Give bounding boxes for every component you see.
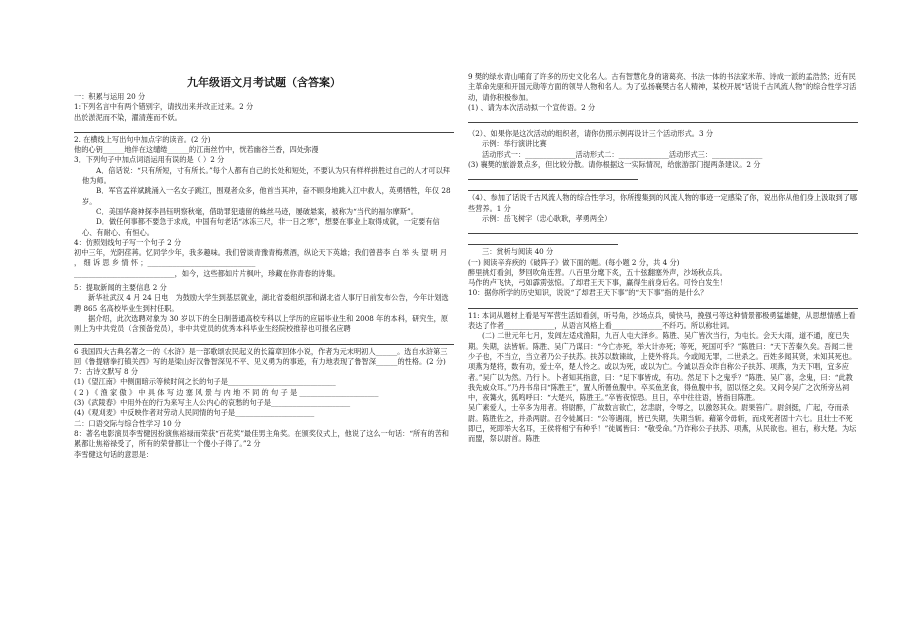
news-paragraph-2: 据介绍，此次选聘对象为 30 岁以下的全日制普通高校专科以上学历的应届毕业生和 2008 年的本科，研究生，原则上为中共党员（含预备党员），非中共党员的优秀本科毕业生经院校推荐也可报名应聘 — [74, 313, 449, 334]
question-10: 10：据你所学的历史知识，说说“了却君王天下事”的“天下事”指的是什么？ — [468, 288, 708, 298]
question-9-1: (1) 、请为本次活动拟一个宣传语。2 分 — [468, 102, 596, 112]
option-b: B．军官孟祥斌跳涌入一名女子跳江，围观者众多，他首当其冲，奋不顾身地跳入江中救人，英勇牺牲，年仅 28 岁。 — [82, 186, 451, 206]
section-heading: 一：积累与运用 20 分 — [74, 92, 146, 101]
question-9-intro: 9 樊的绿水青山哺育了许多的历史文化名人。古有智慧化身的诸葛亮、书法一体的书法家米芾、诗成一派的孟浩然；近有民主革命先驱和开国元勋等方面的领导人物和名人。为了弘扬襄樊古名人精神，某校开展“话说千古风流人物”的综合性学习活动，请你积极参加。 — [468, 72, 857, 102]
question-7-3: (3)《武陵春》中用外在的行为来写主人公内心的哀愁的句子是______________________ — [74, 398, 351, 408]
question-4-text: 初中三年，光阴荏苒。忆同学少年，我多趣味。我们曾谈青豫青梅煮酒，纵论天下英雄；我们曾普李 白 举 头 望 明 月 ， 细 诉 思 乡 情 怀 ；______________________________ — [74, 248, 448, 268]
question-6: 6 我国四大古典名著之一的《水浒》是一部歌颂农民起义的长篇章回体小说，作者为元末明初人______。选自水浒第三回《鲁提辖拳打镇关西》写的是梁山好汉鲁智深见不平、见义勇为的事迹，有力地表现了鲁智深______的性格。(2 分) — [74, 346, 448, 366]
poem-line-2: 马作的卢飞快，弓如霹雳弦惊。了却君王天下事，赢得生前身后名。可怜白发生！ — [468, 278, 727, 288]
option-a: A．倍话说：“只有所短，寸有所长。”每个人都有自己的长处和短处，不要认为只有样样拼胜过自己的人才可以拜他为师。 — [82, 165, 450, 186]
classical-passage-2: 吴广素爱人，士卒多为用者。将尉醉，广故数言欲亡，忿恚尉，令辱之，以激怒其众。尉果笞广。尉剑挺，广起，夺而杀尉。陈胜佐之，并杀两尉。召令徒属曰：“公等遇雨，皆已失期，失期当斩。藉第令毋斩，而戍死者固十六七。且壮士不死即已，死即举大名耳，王侯将相宁有种乎！”徒属皆曰：“敬受命。”乃诈称公子扶苏、项燕，从民欲也。袒右，称大楚。为坛而盟，祭以尉首。陈胜 — [468, 403, 857, 444]
question-9-2: （2）、如果你是这次活动的组织者，请你仿照示例再设计三个活动形式。3 分 — [468, 129, 714, 139]
question-2: 2. 在横线上写出句中加点字的读音。(2 分) — [74, 134, 211, 144]
question-8-prompt: 李雪健这句话的意思是： — [74, 449, 154, 459]
poem-line-1: 醉里挑灯看剑，梦回吹角连营。八百里分麾下炙，五十弦翻塞外声，沙场秋点兵。 — [468, 267, 727, 277]
question-3: 3．下列句子中加点词语运用有误的是（ ）2 分 — [74, 155, 225, 165]
answer-line — [468, 182, 858, 191]
answer-line — [74, 124, 454, 133]
section-2-heading: 二：口语交际与综合性学习 10 分 — [74, 418, 182, 428]
question-1-text: 出於淤泥而不染，濯清莲而不妖。 — [74, 112, 182, 122]
question-4: 4：仿照划线句子写一个句子 2 分 — [74, 237, 182, 247]
question-9-4: （4）、参加了话说千古风流人物的综合性学习，你所搜集到的风流人物的事迹一定感染了你，说出你从他们身上汲取到了哪些营养。1 分 — [468, 193, 858, 213]
answer-line — [468, 300, 858, 309]
question-9-3: (3) 襄樊的旅游景点多，但比较分散。请你根据这一实际情况，给旅游部门提两条建议。2 分 — [468, 160, 761, 170]
answer-line — [468, 171, 638, 180]
question-5: 5：提取新闻的主要信息 2 分 — [74, 283, 167, 293]
question-9-4-example: 示例：岳飞树字（忠心耿耿，孝勇两全） — [482, 213, 612, 223]
option-d: D．做任何事都不要急于求成，中国有句老话“冰冻三尺，非一日之寒”，想要在事业上取得成就，一定要有信心、有耐心、有恒心。 — [82, 217, 440, 237]
left-column — [74, 72, 454, 460]
option-c: C．美国华裔神探李昌钰明察秋毫，借助罪犯遗留的蛛丝马迹，屡破悬案，被称为“当代的福尔摩斯”。 — [96, 206, 418, 216]
answer-line — [468, 236, 618, 245]
question-7: 7：古诗文默写 8 分 — [74, 367, 139, 377]
right-column — [468, 72, 858, 445]
question-7-2: ( 2 ) 《 渔 家 傲 》 中 具 体 写 边 塞 风 景 与 内 地 不 同 的 句 子 是 ______________________ — [74, 387, 379, 397]
question-7-4: (4)《观刈麦》中反映作者对劳动人民同情的句子是______________________ — [74, 408, 315, 418]
question-2-text: 他的心钥______地伴在这缱绻______的江南丝竹中，恍若幽谷兰香，四处弥漫 — [74, 145, 319, 155]
question-11: 11: 本词从题材上看是写军营生活如看剑，听号角，沙场点兵，骑快马，挽强弓等这种情景都极勇猛雄健，从思想情感上看表达了作者______________，从语言风格上看______________不纤巧。所以称壮词。 — [468, 310, 856, 331]
question-8: 8：著名电影演员李雪健因扮演焦裕禄而荣获“百花奖”最佳男主角奖。在颁奖仪式上，他说了这么一句话：“所有的苦和累都让焦裕禄受了，所有的荣誉都让一个傻小子得了。”2 分 — [74, 428, 449, 449]
question-4-text-end: ____________________________，如今，这些都如片片枫叶，珍藏在你青春的诗集。 — [74, 268, 340, 278]
question-9-2-blanks: 活动形式一：______________活动形式二：______________活动形式三：______________ — [482, 149, 763, 159]
section-3-heading: 三：赏析与阅读 40 分 — [482, 247, 554, 257]
answer-line — [468, 225, 858, 234]
question-1: 1:下列名言中有两个错别字，请找出来并改正过来。2 分 — [74, 102, 254, 112]
answer-line — [74, 336, 454, 345]
question-9-2-example: 示例：举行演讲比赛 — [482, 139, 547, 149]
page-title: 九年级语文月考试题（含答案） — [187, 76, 341, 89]
news-paragraph-1: 新华社武汉 4 月 24 日电 为鼓励大学生到基层就业，湖北省委组织部和湖北省人事厅日前发布公告，今年计划选聘 865 名高校毕业生到村任职。 — [74, 293, 449, 313]
reading-1-instruction: (一) 阅读辛弃疾的《破阵子》做下面的题。(每小题 2 分，共 4 分) — [468, 257, 680, 267]
question-7-1: (1)《望江南》中侧面暗示等候时间之长的句子是______________________________ — [74, 377, 336, 387]
answer-line — [468, 114, 858, 123]
classical-passage-1: (二) 二世元年七月，发闾左适戍渔阳，九百人屯大泽乡。陈胜、吴广皆次当行，为屯长。会天大雨，道不通，度已失期。失期，法皆斩。陈胜、吴广乃谋曰：“今亡亦死，举大计亦死；等死，死国可乎？”陈胜曰：“天下苦秦久矣。吾闻二世少子也，不当立，当立者乃公子扶苏。扶苏以数谏故，上使外将兵。今或闻无罪，二世杀之。百姓多闻其贤，未知其死也。项燕为楚将，数有功，爱士卒，楚人怜之。或以为死，或以为亡。今诚以吾众诈自称公子扶苏、项燕，为天下唱，宜多应者。”吴广以为然。乃行卜。卜者知其指意，曰：“足下事皆成，有功。然足下卜之鬼乎？”陈胜、吴广喜，念鬼，曰：“此教我先威众耳。”乃丹书帛曰“陈胜王”，置人所罾鱼腹中。卒买鱼烹食，得鱼腹中书，固以怪之矣。又间令吴广之次所旁丛祠中，夜篝火，狐鸣呼曰：“大楚兴，陈胜王。”卒皆夜惊恐。旦日，卒中往往语，皆指目陈胜。 — [468, 331, 857, 403]
